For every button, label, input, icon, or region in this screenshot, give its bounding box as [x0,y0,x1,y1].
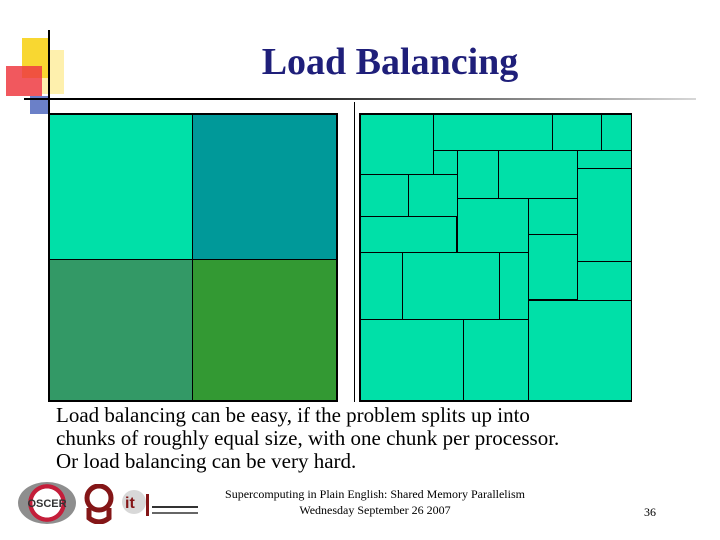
irregular-chunk [528,198,578,235]
quadrant-bottom-left [49,259,193,401]
title-underline [24,98,696,100]
irregular-chunk [601,114,632,151]
irregular-chunk [360,174,409,217]
footer-date: Wednesday September 26 2007 [299,503,451,517]
irregular-chunk [360,216,457,253]
decorative-square-red [6,66,42,96]
body-line: Or load balancing can be very hard. [56,449,357,473]
irregular-chunk [528,234,578,300]
irregular-chunk [360,252,403,320]
irregular-chunk [577,261,632,301]
irregular-chunk [433,114,553,151]
quadrant-bottom-right [192,259,337,401]
irregular-chunk [360,114,434,175]
irregular-chunk [499,252,529,320]
slide-footer [170,486,580,518]
irregular-partition-diagram [359,113,632,402]
equal-partition-diagram [48,113,338,402]
irregular-chunk [463,319,529,401]
svg-text:it: it [125,495,135,512]
quadrant-top-right [192,114,337,260]
oscer-logo [18,482,76,524]
body-text [56,404,656,473]
irregular-chunk [408,174,458,217]
body-line: chunks of roughly equal size, with one chunk per processor. [56,426,560,450]
decorative-vertical-line [48,30,50,116]
irregular-chunk [402,252,500,320]
ou-logo [84,484,114,524]
body-line: Load balancing can be easy, if the problem splits up into [56,403,530,427]
quadrant-top-left [49,114,193,260]
panel-divider [354,102,355,402]
irregular-chunk [498,150,578,199]
irregular-chunk [552,114,602,151]
irregular-chunk [577,150,632,169]
irregular-chunk [360,319,464,401]
irregular-chunk [433,150,458,175]
slide-title: Load Balancing [261,41,519,83]
irregular-chunk [528,300,632,401]
irregular-chunk [457,150,499,199]
svg-text:OSCER: OSCER [27,498,67,510]
footer-course-title: Supercomputing in Plain English: Shared Memory Parallelism [225,487,525,501]
irregular-chunk [457,198,529,253]
irregular-chunk [577,168,632,262]
page-number: 36 [644,505,656,519]
